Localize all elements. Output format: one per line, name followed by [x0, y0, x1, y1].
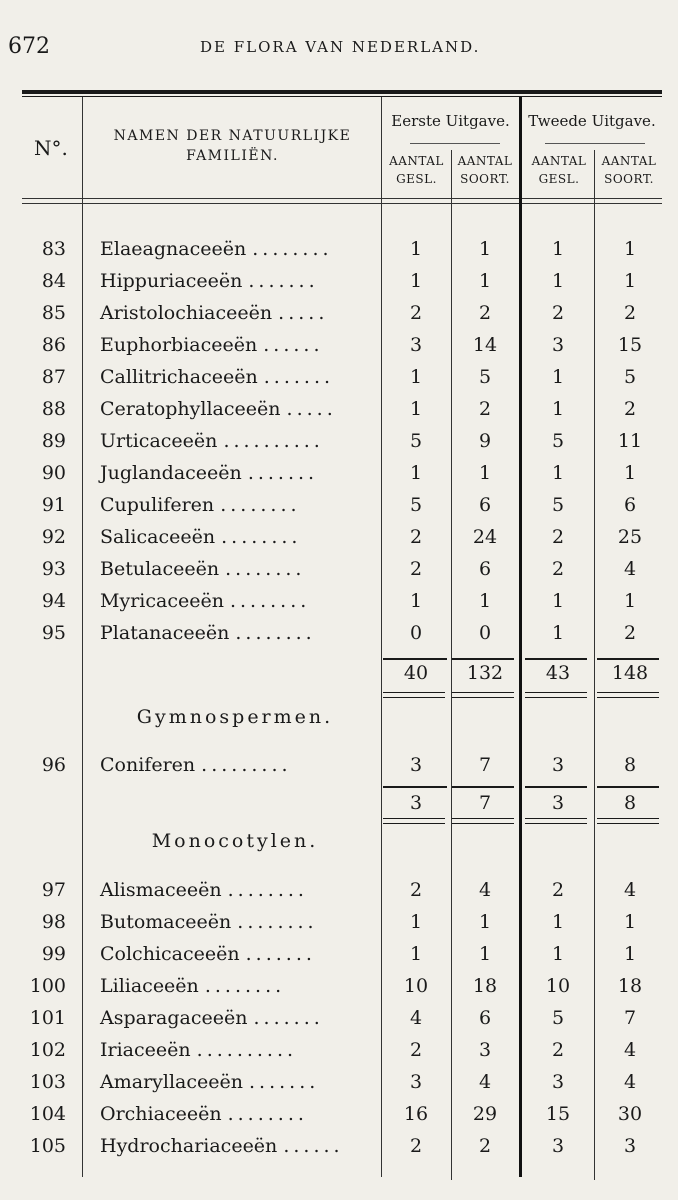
leader-dots: ........	[227, 1103, 308, 1125]
leader-dots: .......	[245, 943, 316, 965]
row-family-name	[100, 590, 310, 612]
cell-e1s: 14	[472, 334, 498, 356]
leader-dots: ........	[204, 975, 286, 997]
cell-e1g: 1	[409, 943, 423, 965]
total-e2g: 43	[545, 662, 571, 684]
cell-e2g: 3	[551, 1071, 565, 1093]
row-number: 88	[41, 398, 66, 420]
total-e1g: 40	[403, 662, 429, 684]
double-rule	[525, 823, 587, 824]
row-family-name	[100, 1071, 319, 1093]
cell-e2g: 1	[551, 943, 565, 965]
family-name: Orchiaceeën	[100, 1103, 228, 1125]
leader-dots: ........	[221, 526, 302, 548]
header-names	[90, 126, 375, 166]
cell-e1s: 7	[478, 754, 492, 776]
cell-e1s: 4	[478, 879, 492, 901]
header-e2-genera	[525, 152, 593, 188]
header-bottom-rule	[22, 198, 662, 199]
cell-e1g: 2	[409, 302, 423, 324]
header-e1-species	[452, 152, 518, 188]
row-family-name	[100, 462, 318, 484]
row-number: 90	[41, 462, 66, 484]
header-wave-1	[410, 143, 500, 144]
row-family-name	[100, 558, 305, 580]
row-number: 89	[41, 430, 66, 452]
header-e1-species-line1: AANTAL	[457, 154, 513, 168]
cell-e2s: 15	[617, 334, 643, 356]
cell-e2g: 3	[551, 334, 565, 356]
row-family-name	[100, 398, 337, 420]
leader-dots: .......	[247, 462, 319, 484]
leader-dots: ......	[263, 334, 324, 356]
cell-e2g: 1	[551, 590, 565, 612]
cell-e2g: 1	[551, 238, 565, 260]
cell-e1g: 1	[409, 462, 423, 484]
cell-e1s: 2	[478, 398, 492, 420]
cell-e2s: 25	[617, 526, 643, 548]
cell-e2s: 2	[623, 398, 637, 420]
cell-e1g: 3	[409, 754, 423, 776]
leader-dots: ........	[237, 911, 318, 933]
family-name: Hydrochariaceeën	[100, 1135, 284, 1157]
cell-e2s: 3	[623, 1135, 637, 1157]
header-e2-genera-line2: GESL.	[538, 172, 580, 186]
family-name: Callitrichaceeën	[100, 366, 264, 388]
cell-e2s: 18	[617, 975, 643, 997]
header-e2-genera-line1: AANTAL	[531, 154, 587, 168]
mono-section-title: Monocotylen.	[151, 830, 319, 852]
cell-e2s: 7	[623, 1007, 637, 1029]
column-divider-e2	[594, 150, 595, 1180]
cell-e1s: 1	[478, 590, 492, 612]
header-names-line2: FAMILIËN.	[186, 148, 279, 164]
cell-e2s: 4	[623, 879, 637, 901]
page-number: 672	[8, 34, 50, 59]
double-rule	[383, 823, 445, 824]
cell-e2g: 3	[551, 1135, 565, 1157]
cell-e1g: 2	[409, 1135, 423, 1157]
leader-dots: ........	[229, 590, 311, 612]
family-name: Iriaceeën	[100, 1039, 197, 1061]
leader-dots: ........	[220, 494, 301, 516]
double-rule	[597, 697, 659, 698]
double-rule	[383, 692, 445, 693]
header-e2-species-line2: SOORT.	[604, 172, 654, 186]
sum-rule	[525, 658, 587, 660]
cell-e1s: 2	[478, 1135, 492, 1157]
header-e1-genera-line1: AANTAL	[389, 154, 444, 168]
cell-e1g: 1	[409, 238, 423, 260]
double-rule	[597, 818, 659, 819]
cell-e1s: 9	[478, 430, 492, 452]
cell-e1s: 1	[478, 462, 492, 484]
leader-dots: .........	[201, 754, 292, 776]
header-e1-species-line2: SOORT.	[460, 172, 510, 186]
sum-rule	[452, 786, 514, 788]
row-family-name	[100, 494, 301, 516]
header-wave-2	[545, 143, 645, 144]
cell-e2g: 2	[551, 302, 565, 324]
cell-e1s: 2	[478, 302, 492, 324]
row-family-name	[100, 879, 308, 901]
family-name: Ceratophyllaceeën	[100, 398, 287, 420]
row-number: 91	[41, 494, 66, 516]
column-divider-names	[381, 97, 382, 1177]
cell-e2s: 1	[623, 462, 637, 484]
row-family-name	[100, 302, 328, 324]
double-rule	[525, 697, 587, 698]
row-family-name	[100, 943, 316, 965]
running-title: DE FLORA VAN NEDERLAND.	[200, 38, 481, 56]
family-name: Cupuliferen	[100, 494, 221, 516]
leader-dots: .....	[286, 398, 337, 420]
cell-e1s: 4	[478, 1071, 492, 1093]
row-family-name	[100, 754, 292, 776]
cell-e2s: 1	[623, 238, 637, 260]
cell-e1g: 3	[409, 1071, 423, 1093]
cell-e1s: 1	[478, 943, 492, 965]
top-rule	[22, 90, 662, 94]
total-e2s: 148	[611, 662, 649, 684]
cell-e2s: 6	[623, 494, 637, 516]
family-name: Hippuriaceeën	[100, 270, 249, 292]
family-name: Amaryllaceeën	[100, 1071, 250, 1093]
cell-e1g: 1	[409, 366, 423, 388]
leader-dots: ..........	[223, 430, 324, 452]
total-e1s: 7	[478, 792, 492, 814]
cell-e1g: 4	[409, 1007, 423, 1029]
cell-e2s: 4	[623, 558, 637, 580]
double-rule	[383, 697, 445, 698]
cell-e2g: 1	[551, 462, 565, 484]
cell-e1s: 24	[472, 526, 498, 548]
cell-e2s: 30	[617, 1103, 643, 1125]
sum-rule	[452, 658, 514, 660]
row-number: 98	[41, 911, 66, 933]
leader-dots: ........	[227, 879, 308, 901]
total-e1s: 132	[466, 662, 504, 684]
cell-e2g: 15	[545, 1103, 571, 1125]
family-name: Butomaceeën	[100, 911, 238, 933]
family-name: Myricaceeën	[100, 590, 230, 612]
family-name: Coniferen	[100, 754, 202, 776]
cell-e1s: 18	[472, 975, 498, 997]
leader-dots: .......	[248, 270, 319, 292]
cell-e2g: 2	[551, 558, 565, 580]
row-family-name	[100, 366, 334, 388]
cell-e1g: 1	[409, 398, 423, 420]
row-number: 101	[29, 1007, 66, 1029]
column-divider-editions	[519, 97, 522, 1177]
cell-e2s: 1	[623, 590, 637, 612]
header-edition-second: Tweede Uitgave.	[528, 112, 656, 130]
total-e2s: 8	[623, 792, 637, 814]
cell-e2g: 1	[551, 398, 565, 420]
column-divider-number	[82, 97, 83, 1177]
sum-rule	[525, 786, 587, 788]
cell-e1g: 5	[409, 430, 423, 452]
family-name: Liliaceeën	[100, 975, 205, 997]
cell-e1s: 5	[478, 366, 492, 388]
double-rule	[452, 697, 514, 698]
cell-e1s: 0	[478, 622, 492, 644]
row-number: 86	[41, 334, 66, 356]
sum-rule	[597, 658, 659, 660]
family-name: Euphorbiaceeën	[100, 334, 264, 356]
row-family-name	[100, 270, 319, 292]
leader-dots: ........	[235, 622, 316, 644]
cell-e2s: 1	[623, 270, 637, 292]
cell-e2g: 5	[551, 1007, 565, 1029]
cell-e2s: 2	[623, 302, 637, 324]
row-family-name	[100, 238, 333, 260]
header-e1-genera	[383, 152, 450, 188]
cell-e1g: 0	[409, 622, 423, 644]
header-e2-species-line1: AANTAL	[601, 154, 657, 168]
cell-e1s: 1	[478, 911, 492, 933]
row-number: 104	[29, 1103, 66, 1125]
cell-e2g: 1	[551, 911, 565, 933]
cell-e2g: 1	[551, 622, 565, 644]
leader-dots: .......	[249, 1071, 320, 1093]
sum-rule	[383, 786, 447, 788]
double-rule	[452, 818, 514, 819]
family-name: Aristolochiaceeën	[100, 302, 279, 324]
row-number: 103	[29, 1071, 66, 1093]
row-number: 102	[29, 1039, 66, 1061]
cell-e2g: 5	[551, 430, 565, 452]
cell-e1g: 2	[409, 1039, 423, 1061]
row-family-name	[100, 430, 324, 452]
family-name: Colchicaceeën	[100, 943, 246, 965]
leader-dots: .......	[253, 1007, 324, 1029]
cell-e1s: 6	[478, 494, 492, 516]
family-name: Betulaceeën	[100, 558, 226, 580]
row-number: 105	[29, 1135, 66, 1157]
cell-e1g: 5	[409, 494, 423, 516]
total-e2g: 3	[551, 792, 565, 814]
double-rule	[597, 823, 659, 824]
double-rule	[525, 692, 587, 693]
row-number: 94	[41, 590, 66, 612]
leader-dots: ......	[283, 1135, 344, 1157]
leader-dots: ..........	[196, 1039, 298, 1061]
family-name: Elaeagnaceeën	[100, 238, 253, 260]
row-number: 93	[41, 558, 66, 580]
row-family-name	[100, 526, 301, 548]
leader-dots: .......	[263, 366, 335, 388]
cell-e2s: 1	[623, 943, 637, 965]
cell-e1g: 2	[409, 526, 423, 548]
header-e2-species	[596, 152, 662, 188]
column-divider-e1	[451, 150, 452, 1180]
row-number: 100	[29, 975, 66, 997]
leader-dots: ........	[225, 558, 306, 580]
row-family-name	[100, 622, 316, 644]
gymno-section-title: Gymnospermen.	[136, 706, 334, 728]
cell-e2g: 1	[551, 366, 565, 388]
cell-e2g: 2	[551, 526, 565, 548]
family-name: Alismaceeën	[100, 879, 228, 901]
cell-e1g: 3	[409, 334, 423, 356]
family-name: Asparagaceeën	[100, 1007, 254, 1029]
cell-e1s: 29	[472, 1103, 498, 1125]
cell-e1g: 2	[409, 558, 423, 580]
top-rule-thin	[22, 96, 662, 97]
cell-e2s: 4	[623, 1039, 637, 1061]
header-number: N°.	[34, 136, 68, 160]
row-number: 83	[41, 238, 66, 260]
leader-dots: ........	[252, 238, 333, 260]
header-e1-genera-line2: GESL.	[396, 172, 437, 186]
cell-e2g: 5	[551, 494, 565, 516]
row-number: 87	[41, 366, 66, 388]
row-number: 84	[41, 270, 66, 292]
family-name: Juglandaceeën	[100, 462, 248, 484]
double-rule	[383, 818, 445, 819]
cell-e2g: 10	[545, 975, 571, 997]
family-name: Salicaceeën	[100, 526, 222, 548]
cell-e1s: 1	[478, 270, 492, 292]
cell-e2s: 2	[623, 622, 637, 644]
row-number: 99	[41, 943, 66, 965]
cell-e2s: 4	[623, 1071, 637, 1093]
header-bottom-rule-2	[22, 203, 662, 204]
double-rule	[525, 818, 587, 819]
cell-e1g: 1	[409, 270, 423, 292]
cell-e1s: 6	[478, 1007, 492, 1029]
cell-e2g: 1	[551, 270, 565, 292]
double-rule	[452, 823, 514, 824]
double-rule	[597, 692, 659, 693]
row-number: 95	[41, 622, 66, 644]
family-name: Urticaceeën	[100, 430, 224, 452]
cell-e2s: 1	[623, 911, 637, 933]
row-family-name	[100, 975, 285, 997]
cell-e1s: 3	[478, 1039, 492, 1061]
row-family-name	[100, 1135, 344, 1157]
row-family-name	[100, 911, 318, 933]
leader-dots: .....	[278, 302, 329, 324]
sum-rule	[383, 658, 447, 660]
row-family-name	[100, 1103, 308, 1125]
row-number: 97	[41, 879, 66, 901]
cell-e2s: 5	[623, 366, 637, 388]
sum-rule	[597, 786, 659, 788]
cell-e1g: 16	[403, 1103, 429, 1125]
cell-e1g: 1	[409, 911, 423, 933]
cell-e2g: 3	[551, 754, 565, 776]
row-family-name	[100, 334, 324, 356]
cell-e1g: 1	[409, 590, 423, 612]
header-edition-first: Eerste Uitgave.	[391, 112, 510, 130]
row-number: 96	[41, 754, 66, 776]
row-number: 92	[41, 526, 66, 548]
cell-e2s: 11	[617, 430, 643, 452]
row-family-name	[100, 1039, 297, 1061]
total-e1g: 3	[409, 792, 423, 814]
cell-e1g: 2	[409, 879, 423, 901]
cell-e2s: 8	[623, 754, 637, 776]
header-names-line1: NAMEN DER NATUURLIJKE	[113, 128, 352, 144]
cell-e2g: 2	[551, 1039, 565, 1061]
cell-e1s: 1	[478, 238, 492, 260]
row-family-name	[100, 1007, 324, 1029]
cell-e2g: 2	[551, 879, 565, 901]
family-name: Platanaceeën	[100, 622, 236, 644]
row-number: 85	[41, 302, 66, 324]
cell-e1g: 10	[403, 975, 429, 997]
double-rule	[452, 692, 514, 693]
cell-e1s: 6	[478, 558, 492, 580]
